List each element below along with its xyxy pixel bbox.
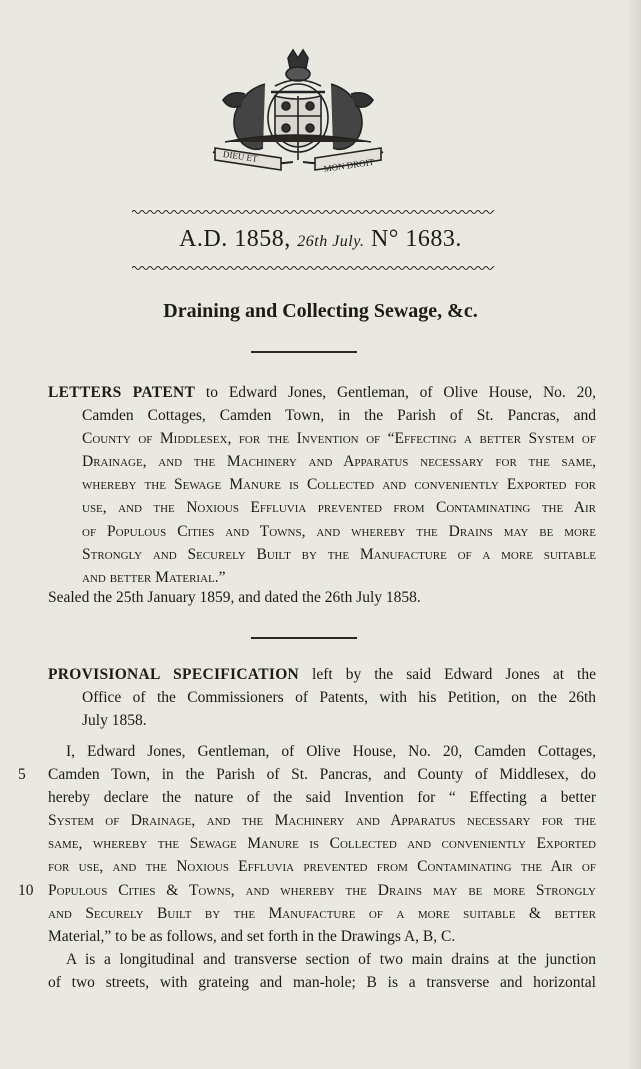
motto-left: DIEU ET bbox=[222, 148, 259, 164]
body-line: and Securely Built by the Manufacture of a more suitable & better bbox=[48, 904, 596, 922]
provisional-lead: PROVISIONAL SPECIFICATION bbox=[48, 666, 300, 683]
body-line: for use, and the Noxious Effluvia prevented from Contaminating the Air of bbox=[48, 858, 596, 876]
ornamental-rule-bottom bbox=[132, 265, 494, 271]
body-line: A is a longitudinal and transverse section of two main drains at the junction bbox=[66, 950, 596, 968]
letters-patent-paragraph bbox=[48, 381, 596, 589]
dateline-year: A.D. 1858, bbox=[179, 226, 291, 252]
body-line: Material,” to be as follows, and set forth in the Drawings A, B, C. bbox=[48, 927, 456, 945]
body-line: same, whereby the Sewage Manure is Collected and conveniently Exported bbox=[48, 835, 596, 853]
dateline bbox=[0, 226, 641, 253]
dateline-number: N° 1683. bbox=[370, 226, 462, 252]
letters-patent-line: of Populous Cities and Towns, and whereby the Drains may be more bbox=[82, 522, 596, 540]
body-line: of two streets, with grateing and man-hole; B is a transverse and horizontal bbox=[48, 973, 596, 991]
section-divider bbox=[251, 351, 357, 353]
motto-right: MON DROIT bbox=[322, 156, 375, 174]
provisional-specification-paragraph bbox=[48, 663, 596, 732]
section-divider bbox=[251, 637, 357, 639]
body-line: hereby declare the nature of the said Invention for “ Effecting a better bbox=[48, 789, 596, 807]
body-line: Camden Town, in the Parish of St. Pancras, and County of Middlesex, do bbox=[48, 766, 596, 784]
letters-patent-lead: LETTERS PATENT bbox=[48, 384, 196, 401]
dateline-date: 26th July. bbox=[297, 233, 365, 250]
letters-patent-line: Drainage, and the Machinery and Apparatus necessary for the same, bbox=[82, 453, 596, 471]
letters-patent-line: use, and the Noxious Effluvia prevented from Contaminating the Air bbox=[82, 499, 596, 517]
sealed-date: Sealed the 25th January 1859, and dated the 26th July 1858. bbox=[48, 589, 421, 606]
body-line: Populous Cities & Towns, and whereby the Drains may be more Strongly bbox=[48, 881, 596, 899]
letters-patent-line: whereby the Sewage Manure is Collected and conveniently Exported for bbox=[82, 476, 596, 494]
royal-coat-of-arms-icon bbox=[205, 44, 391, 180]
letters-patent-line: and better Material.” bbox=[82, 568, 226, 586]
letters-patent-line: to Edward Jones, Gentleman, of Olive House, No. 20, bbox=[195, 384, 596, 401]
specification-body bbox=[18, 740, 596, 994]
provisional-line: July 1858. bbox=[82, 712, 147, 730]
letters-patent-line: County of Middlesex, for the Invention of “Effecting a better System of bbox=[82, 430, 596, 448]
letters-patent-line: Camden Cottages, Camden Town, in the Parish of St. Pancras, and bbox=[82, 407, 596, 425]
body-line: System of Drainage, and the Machinery and Apparatus necessary for the bbox=[48, 812, 596, 830]
provisional-line: Office of the Commissioners of Patents, with his Petition, on the 26th bbox=[82, 689, 596, 707]
line-number: 5 bbox=[18, 766, 26, 784]
document-title: Draining and Collecting Sewage, &c. bbox=[163, 300, 478, 322]
provisional-line: left by the said Edward Jones at the bbox=[299, 666, 596, 683]
ornamental-rule-top bbox=[132, 209, 494, 215]
body-line: I, Edward Jones, Gentleman, of Olive House, No. 20, Camden Cottages, bbox=[66, 743, 596, 760]
line-number: 10 bbox=[18, 881, 34, 899]
letters-patent-line: Strongly and Securely Built by the Manufacture of a more suitable bbox=[82, 545, 596, 563]
